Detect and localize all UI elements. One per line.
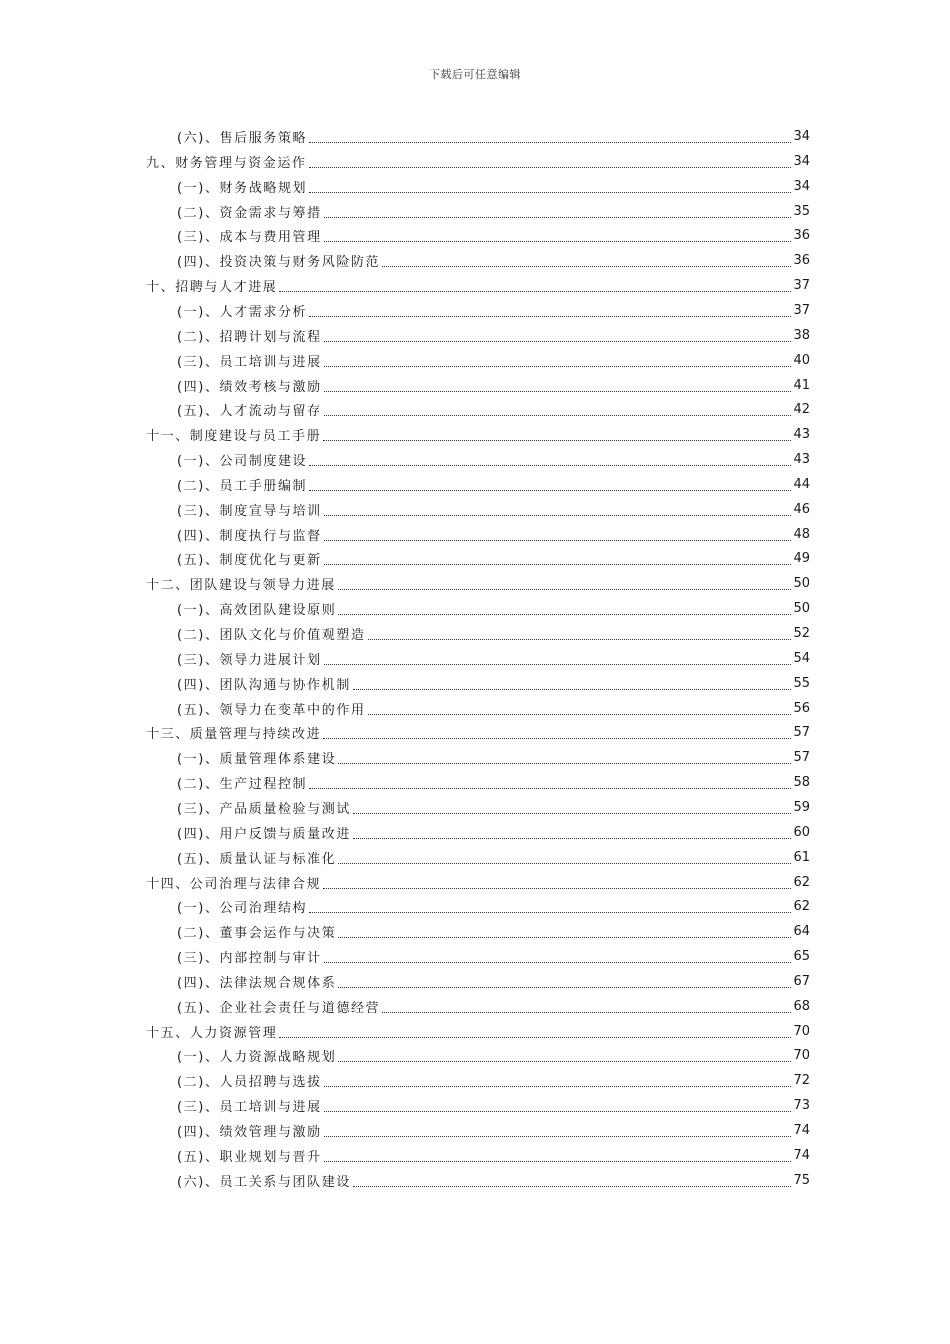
toc-entry-title: (二)、团队文化与价值观塑造 [177,628,366,643]
toc-entry-page: 44 [793,476,810,492]
toc-entry-title: (五)、质量认证与标准化 [177,851,337,867]
toc-entry[interactable] [177,1093,810,1118]
dot-leader [309,166,792,168]
toc-entry[interactable] [177,174,810,199]
dot-leader [279,1036,791,1038]
toc-entry-page: 50 [793,601,810,617]
toc-entry-page: 70 [793,1048,810,1064]
toc-entry-title: (四)、法律法规合规体系 [177,975,337,991]
toc-entry-title: (三)、成本与费用管理 [177,230,322,246]
dot-leader [324,663,792,665]
toc-entry[interactable] [177,1118,810,1143]
toc-entry[interactable] [177,745,810,770]
dot-leader [323,737,791,739]
dot-leader [353,837,792,839]
toc-entry-title: 十、招聘与人才进展 [146,280,278,296]
toc-entry[interactable] [177,621,810,646]
toc-entry-page: 64 [793,924,810,940]
toc-entry[interactable] [146,1019,810,1044]
toc-entry-title: (六)、员工关系与团队建设 [177,1174,351,1190]
dot-leader [309,489,791,491]
dot-leader [324,539,792,541]
toc-entry[interactable] [177,944,810,969]
toc-entry[interactable] [177,1043,810,1068]
toc-entry[interactable] [177,671,810,696]
toc-entry-page: 36 [793,228,810,244]
toc-entry[interactable] [146,571,810,596]
dot-leader [338,762,791,764]
dot-leader [324,365,792,367]
toc-entry-title: (三)、领导力进展计划 [177,652,322,668]
dot-leader [309,141,791,143]
toc-entry[interactable] [177,994,810,1019]
toc-entry[interactable] [177,969,810,994]
toc-entry-title: (三)、产品质量检验与测试 [177,801,351,817]
dot-leader [368,638,792,640]
toc-entry-title: (一)、财务战略规划 [177,180,308,196]
dot-leader [338,862,791,864]
dot-leader [338,613,791,615]
toc-entry[interactable] [177,447,810,472]
dot-leader [279,290,791,292]
toc-entry-title: 十二、团队建设与领导力进展 [146,578,336,594]
toc-entry-title: (四)、投资决策与财务风险防范 [177,255,381,271]
toc-entry-page: 74 [793,1123,810,1138]
toc-entry-page: 62 [793,874,810,890]
toc-entry[interactable] [146,870,810,895]
toc-entry-page: 52 [793,626,810,641]
dot-leader [309,787,791,789]
toc-entry-page: 37 [793,278,810,294]
dot-leader [324,1085,792,1087]
toc-entry-title: (三)、员工培训与进展 [177,354,322,370]
toc-entry-page: 36 [793,253,810,269]
dot-leader [353,812,792,814]
toc-entry[interactable] [177,397,810,422]
toc-entry[interactable] [177,348,810,373]
toc-entry-page: 72 [793,1073,810,1089]
toc-entry[interactable] [177,497,810,522]
toc-entry[interactable] [177,199,810,224]
toc-entry-title: (四)、绩效考核与激励 [177,379,322,395]
toc-entry[interactable] [177,820,810,845]
dot-leader [309,191,791,193]
toc-entry-title: (五)、企业社会责任与道德经营 [177,1000,381,1016]
toc-entry[interactable] [177,919,810,944]
dot-leader [323,439,791,441]
toc-entry-page: 58 [793,775,810,791]
toc-entry[interactable] [177,1168,810,1193]
toc-entry-page: 34 [793,129,810,144]
dot-leader [324,414,792,416]
toc-entry-title: (五)、人才流动与留存 [177,404,322,420]
dot-leader [324,340,792,342]
toc-entry-title: (四)、用户反馈与质量改进 [177,826,351,842]
toc-entry-title: 十四、公司治理与法律合规 [146,876,322,892]
page-header: 下载后可任意编辑 [429,68,521,81]
toc-entry-title: (二)、员工手册编制 [177,478,308,494]
toc-entry-page: 54 [793,650,810,666]
dot-leader [324,240,792,242]
toc-entry[interactable] [146,720,810,745]
toc-entry-title: (一)、质量管理体系建设 [177,752,337,768]
toc-entry-page: 57 [793,725,810,741]
toc-entry-title: (六)、售后服务策略 [177,131,308,146]
dot-leader [324,1135,792,1137]
toc-entry[interactable] [146,422,810,447]
toc-entry-title: (三)、员工培训与进展 [177,1100,322,1116]
toc-entry-page: 43 [793,427,810,443]
toc-entry-page: 34 [793,153,810,169]
toc-entry-page: 60 [793,824,810,840]
dot-leader [338,936,791,938]
toc-entry-title: (五)、职业规划与晋升 [177,1149,322,1165]
toc-entry-page: 65 [793,949,810,965]
toc-entry[interactable] [146,273,810,298]
toc-entry-title: (二)、招聘计划与流程 [177,329,322,345]
toc-entry-page: 37 [793,302,810,318]
toc-entry-page: 70 [793,1023,810,1039]
toc-entry-title: (二)、董事会运作与决策 [177,926,337,942]
toc-entry-page: 38 [793,327,810,343]
toc-entry-page: 49 [793,551,810,567]
toc-entry-page: 62 [793,899,810,915]
toc-entry-title: (一)、人力资源战略规划 [177,1050,337,1066]
toc-entry-title: (五)、领导力在变革中的作用 [177,702,366,718]
toc-entry-title: (二)、资金需求与筹措 [177,205,322,221]
toc-entry-title: (一)、高效团队建设原则 [177,603,337,619]
toc-entry-page: 46 [793,501,810,517]
dot-leader [324,961,792,963]
toc-entry-page: 43 [793,452,810,468]
dot-leader [324,390,792,392]
dot-leader [324,216,792,218]
toc-entry-title: 十一、制度建设与员工手册 [146,429,322,445]
toc-entry[interactable] [177,795,810,820]
toc-entry[interactable] [177,522,810,547]
toc-entry-page: 55 [793,675,810,691]
toc-entry[interactable] [177,223,810,248]
dot-leader [382,265,791,267]
toc-entry-title: (四)、绩效管理与激励 [177,1125,322,1140]
toc-entry-title: (四)、制度执行与监督 [177,528,322,544]
toc-entry[interactable] [177,124,810,149]
toc-entry[interactable] [177,1143,810,1168]
toc-entry-page: 59 [793,799,810,815]
toc-entry-title: (二)、人员招聘与选拔 [177,1075,322,1091]
toc-entry-title: (四)、团队沟通与协作机制 [177,677,351,693]
toc-entry-page: 68 [793,998,810,1014]
dot-leader [353,688,792,690]
toc-entry-title: 十五、人力资源管理 [146,1025,278,1041]
dot-leader [309,315,791,317]
toc-entry-page: 73 [793,1098,810,1114]
toc-entry[interactable] [177,472,810,497]
toc-entry-title: (二)、生产过程控制 [177,777,308,793]
toc-entry-page: 75 [793,1172,810,1188]
toc-entry[interactable] [177,323,810,348]
toc-entry-title: (五)、制度优化与更新 [177,553,322,569]
toc-entry[interactable] [177,546,810,571]
toc-entry[interactable] [177,298,810,323]
toc-entry-page: 50 [793,576,810,592]
toc-entry-page: 35 [793,203,810,219]
toc-entry-page: 57 [793,750,810,766]
toc-entry-page: 34 [793,178,810,194]
dot-leader [368,713,792,715]
dot-leader [309,911,791,913]
toc-entry-page: 56 [793,700,810,716]
dot-leader [382,1011,791,1013]
dot-leader [324,514,792,516]
toc-entry-title: 十三、质量管理与持续改进 [146,727,322,743]
dot-leader [324,563,792,565]
toc-entry-title: 九、财务管理与资金运作 [146,155,307,171]
toc-entry-page: 41 [793,377,810,393]
toc-entry-title: (三)、内部控制与审计 [177,951,322,967]
toc-entry[interactable] [177,1068,810,1093]
toc-entry[interactable] [177,596,810,621]
dot-leader [338,1060,791,1062]
toc-entry[interactable] [177,845,810,870]
dot-leader [353,1185,792,1187]
toc-entry[interactable] [177,248,810,273]
toc-entry-title: (一)、公司治理结构 [177,901,308,917]
dot-leader [324,1160,792,1162]
dot-leader [323,887,791,889]
toc-entry-page: 67 [793,973,810,989]
toc-entry[interactable] [177,373,810,398]
toc-entry[interactable] [177,646,810,671]
toc-entry-page: 42 [793,402,810,418]
dot-leader [338,986,791,988]
dot-leader [324,1110,792,1112]
toc-entry[interactable] [177,894,810,919]
toc-entry-title: (一)、人才需求分析 [177,304,308,320]
toc-entry[interactable] [177,770,810,795]
dot-leader [309,464,791,466]
toc-entry[interactable] [146,149,810,174]
toc-entry-page: 40 [793,352,810,368]
toc-entry-title: (三)、制度宣导与培训 [177,503,322,519]
toc-entry-page: 61 [793,849,810,865]
dot-leader [338,588,792,590]
toc-entry-title: (一)、公司制度建设 [177,454,308,470]
toc-entry-page: 74 [793,1147,810,1163]
toc-entry-page: 48 [793,526,810,542]
toc-entry[interactable] [177,696,810,721]
